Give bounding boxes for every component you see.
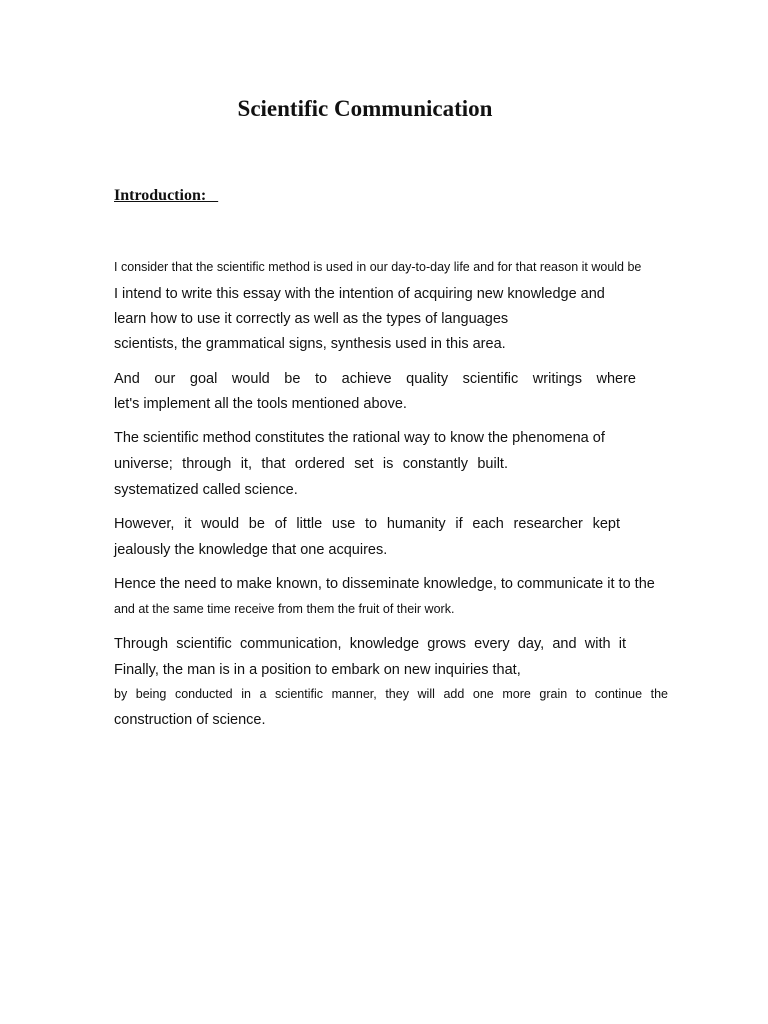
paragraph-line: Through scientific communication, knowledge grows every day, and with it — [114, 636, 626, 652]
paragraph-line: And our goal would be to achieve quality scientific writings where — [114, 371, 636, 387]
paragraph-line: The scientific method constitutes the rational way to know the phenomena of — [114, 430, 605, 446]
paragraph-line: let's implement all the tools mentioned above. — [114, 396, 407, 412]
paragraph-line: I intend to write this essay with the intention of acquiring new knowledge and — [114, 286, 605, 302]
paragraph-line: Finally, the man is in a position to embark on new inquiries that, — [114, 662, 521, 678]
paragraph-line: I consider that the scientific method is used in our day-to-day life and for that reason it would be — [114, 260, 642, 274]
paragraph-line: scientists, the grammatical signs, synthesis used in this area. — [114, 336, 506, 352]
paragraph-line: and at the same time receive from them the fruit of their work. — [114, 602, 455, 616]
paragraph-line: learn how to use it correctly as well as the types of languages — [114, 311, 509, 327]
paragraph-line: systematized called science. — [114, 482, 298, 498]
paragraph-line: universe; through it, that ordered set is constantly built. — [114, 456, 508, 472]
paragraph-line: However, it would be of little use to humanity if each researcher kept — [114, 516, 620, 532]
paragraph-line: Hence the need to make known, to disseminate knowledge, to communicate it to the — [114, 576, 655, 592]
paragraph-line: by being conducted in a scientific manner, they will add one more grain to continue the — [114, 687, 668, 701]
paragraph-line: construction of science. — [114, 712, 266, 728]
page-title: Scientific Communication — [237, 96, 493, 121]
section-heading: Introduction: — [114, 187, 219, 204]
paragraph-line: jealously the knowledge that one acquires. — [114, 542, 388, 558]
